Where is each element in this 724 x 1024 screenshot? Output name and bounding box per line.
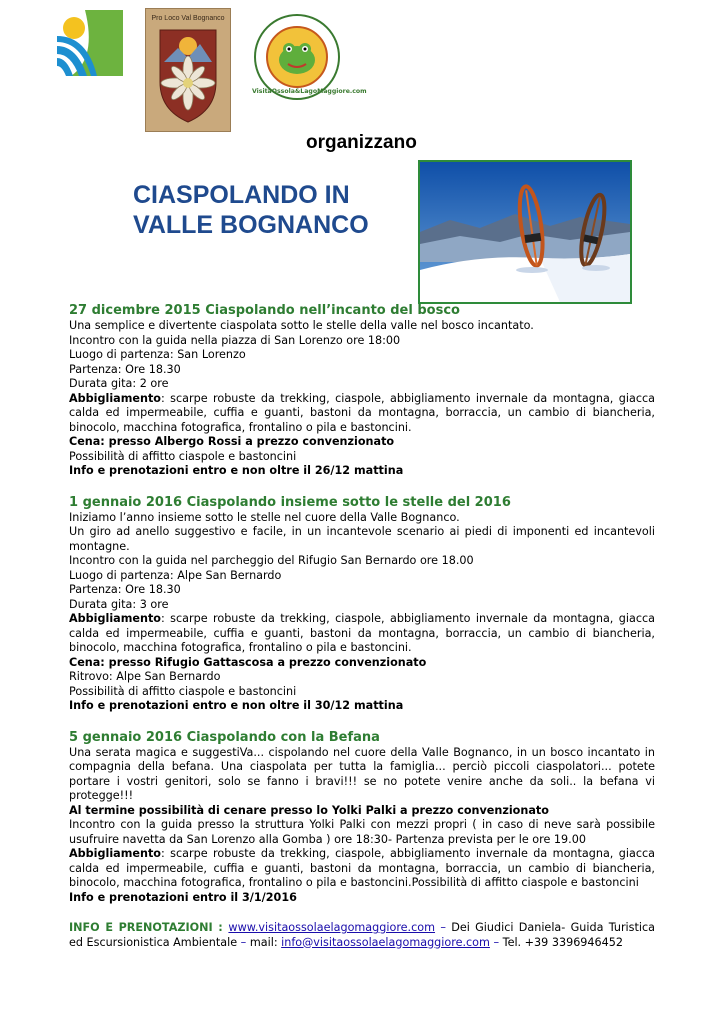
event-2-title: 1 gennaio 2016 Ciaspolando insieme sotto le stelle del 2016	[69, 494, 511, 510]
guide-info: Dei Giudici Daniela- Guida Turistica ed Escursionistica Ambientale	[69, 921, 656, 949]
logo-left	[57, 10, 123, 76]
main-content	[69, 303, 655, 950]
page-title	[133, 180, 369, 240]
event-2-partenza: Partenza: Ore 18.30	[69, 583, 181, 596]
website-link[interactable]: www.visitaossolaelagomaggiore.com	[228, 921, 436, 934]
footer-separator-3: –	[489, 935, 503, 949]
event-2-cena: Cena: presso Rifugio Gattascosa a prezzo convenzionato	[69, 655, 427, 669]
event-2-description: Un giro ad anello suggestivo e facile, in un incantevole scenario ai piedi di imponenti ed incantevoli montagne.	[69, 525, 655, 553]
organizzano-heading: organizzano	[306, 132, 417, 153]
event-2-meeting: Incontro con la guida nel parcheggio del Rifugio San Bernardo ore 18.00	[69, 554, 474, 567]
visita-ossola-logo-text: VisitaOssola&LagoMaggiore.com	[252, 88, 367, 95]
event-3-info: Info e prenotazioni entro il 3/1/2016	[69, 890, 297, 904]
event-3-abb-text: : scarpe robuste da trekking, ciaspole, abbigliamento invernale da montagna, giacca calda ed impermeabile, cuffia e guanti, bastoni da montagna, borraccia, un cambio di biancheria, binocolo, macchina fotografica, frontalino o pila e bastoncini.Possibilità di affitto ciaspole e bastoncini	[69, 847, 655, 889]
footer-separator-1: –	[435, 921, 452, 934]
event-2-info: Info e prenotazioni entro e non oltre il 30/12 mattina	[69, 699, 404, 712]
event-1-durata: Durata gita: 2 ore	[69, 377, 169, 390]
event-2-luogo: Luogo di partenza: Alpe San Bernardo	[69, 568, 282, 582]
telephone: Tel. +39 3396946452	[502, 935, 624, 949]
event-1-abb-text: : scarpe robuste da trekking, ciaspole, abbigliamento invernale da montagna, giacca calda ed impermeabile, cuffia e guanti, bastoni da montagna, borraccia, un cambio di biancheria, binocolo, macchina fotografica, frontalino o pila e bastoncini.	[69, 391, 655, 434]
event-3-title: 5 gennaio 2016 Ciaspolando con la Befana	[69, 729, 380, 745]
title-line-1: CIASPOLANDO IN	[133, 181, 350, 209]
event-1-abb-label: Abbigliamento	[69, 391, 161, 405]
event-1-luogo: Luogo di partenza: San Lorenzo	[69, 348, 246, 361]
pro-loco-logo-text: Pro Loco Val Bognanco	[151, 15, 225, 22]
snowshoes-mountain-image	[420, 162, 630, 302]
info-footer	[69, 921, 655, 950]
event-2-intro: Iniziamo l’anno insieme sotto le stelle nel cuore della Valle Bognanco.	[69, 510, 460, 524]
event-1-partenza: Partenza: Ore 18.30	[69, 362, 181, 376]
snowshoes-photo	[418, 160, 632, 304]
event-2-durata: Durata gita: 3 ore	[69, 597, 169, 611]
event-2-ritrovo: Ritrovo: Alpe San Bernardo	[69, 670, 221, 683]
event-3-abbigliamento	[69, 847, 655, 891]
event-2-affitto: Possibilità di affitto ciaspole e bastoncini	[69, 684, 297, 698]
edelweiss-crest-icon	[146, 22, 230, 126]
wave-sun-logo-icon	[57, 10, 123, 76]
event-2-abbigliamento	[69, 612, 655, 656]
event-3-abb-label: Abbigliamento	[69, 847, 161, 860]
footer-separator-2: –	[237, 935, 250, 949]
event-1-title: 27 dicembre 2015 Ciaspolando nell’incanto del bosco	[69, 303, 460, 318]
info-label: INFO E PRENOTAZIONI :	[69, 921, 229, 934]
pro-loco-logo	[145, 8, 231, 132]
event-1-intro: Una semplice e divertente ciaspolata sotto le stelle della valle nel bosco incantato.	[69, 319, 534, 332]
event-1-info: Info e prenotazioni entro e non oltre il 26/12 mattina	[69, 464, 404, 477]
event-3-cena: Al termine possibilità di cenare presso lo Yolki Palki a prezzo convenzionato	[69, 803, 549, 817]
event-1-affitto: Possibilità di affitto ciaspole e bastoncini	[69, 449, 297, 463]
event-2-abb-label: Abbigliamento	[69, 612, 161, 625]
mail-label: mail:	[249, 935, 282, 949]
event-1-abbigliamento	[69, 392, 655, 436]
event-3-intro: Una serata magica e suggestiVa... cispolando nel cuore della Valle Bognanco, in un bosco incantato in compagnia della befana. Una ciaspolata per tutta la famiglia... perciò piccoli ciaspolatori... potete portare i vostri genitori, solo se fanno i bravi!!! se no potete venire anche da soli.. la befana vi protegge!!!	[69, 745, 655, 802]
event-2-abb-text: : scarpe robuste da trekking, ciaspole, abbigliamento invernale da montagna, giacca calda ed impermeabile, cuffia e guanti, bastoni da montagna, borraccia, un cambio di biancheria, binocolo, macchina fotografica, frontalino o pila e bastoncini.	[69, 612, 655, 654]
event-3-meeting: Incontro con la guida presso la struttura Yolki Palki con mezzi propri ( in caso di neve sarà possibile usufruire navetta da San Lorenzo alla Gomba ) ore 18:30- Partenza prevista per le ore 19.00	[69, 818, 655, 846]
email-link[interactable]: info@visitaossolaelagomaggiore.com	[281, 935, 490, 949]
visita-ossola-logo	[252, 12, 367, 102]
title-line-2: VALLE BOGNANCO	[133, 211, 369, 239]
event-1-cena: Cena: presso Albergo Rossi a prezzo convenzionato	[69, 435, 395, 448]
event-1-meeting: Incontro con la guida nella piazza di San Lorenzo ore 18:00	[69, 333, 401, 347]
